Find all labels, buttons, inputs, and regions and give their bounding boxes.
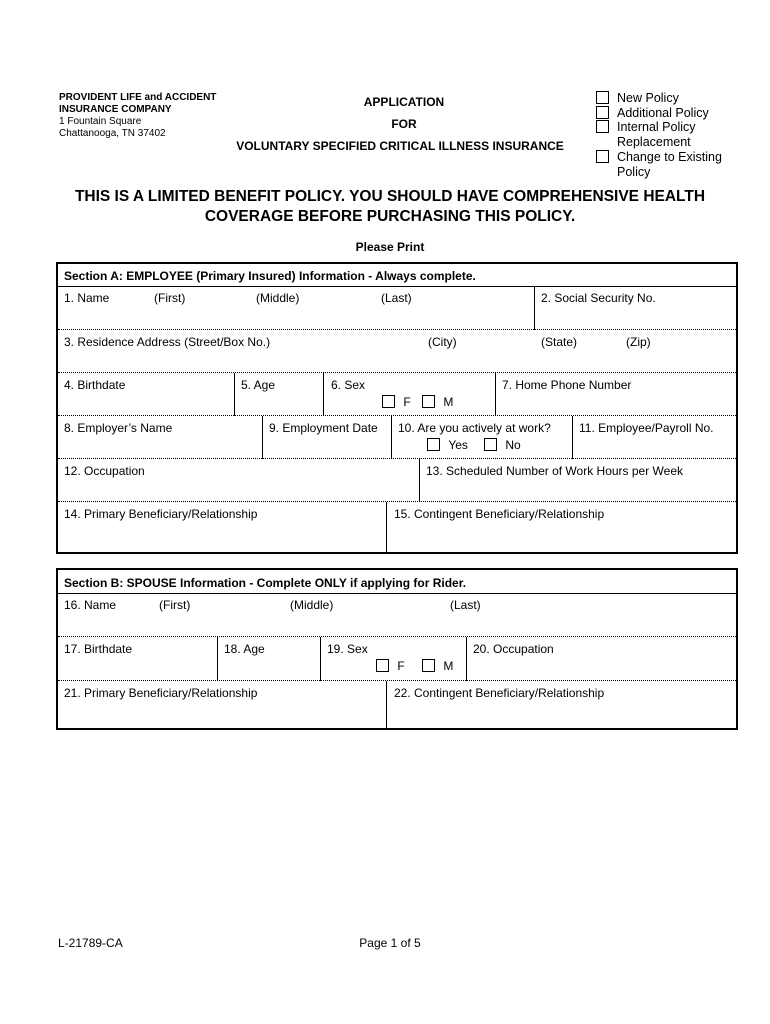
row-employer[interactable] xyxy=(58,415,736,459)
spouse-last-name-label: (Last) xyxy=(450,598,481,612)
company-info xyxy=(59,92,216,140)
divider xyxy=(217,637,218,681)
change-existing-label-1: Change to Existing xyxy=(617,149,722,164)
spouse-age-label: 18. Age xyxy=(224,642,265,656)
row-occupation[interactable] xyxy=(58,458,736,502)
option-additional-policy xyxy=(596,106,722,121)
row-spouse-name[interactable] xyxy=(58,593,736,637)
contingent-beneficiary-label: 15. Contingent Beneficiary/Relationship xyxy=(394,507,605,521)
primary-beneficiary-label: 14. Primary Beneficiary/Relationship xyxy=(64,507,258,521)
additional-policy-label: Additional Policy xyxy=(617,105,709,120)
row-name[interactable] xyxy=(58,286,736,330)
row-beneficiaries[interactable] xyxy=(58,501,736,553)
company-name-line2: INSURANCE COMPANY xyxy=(59,104,172,115)
spouse-birthdate-label: 17. Birthdate xyxy=(64,642,133,656)
divider xyxy=(234,373,235,416)
name-label: 1. Name xyxy=(64,291,110,305)
form-number: L-21789-CA xyxy=(58,936,123,950)
option-new-policy xyxy=(596,91,722,106)
new-policy-checkbox[interactable] xyxy=(596,91,609,104)
divider xyxy=(386,681,387,729)
spouse-primary-beneficiary-label: 21. Primary Beneficiary/Relationship xyxy=(64,686,258,700)
spouse-sex-male-label: M xyxy=(443,659,454,673)
additional-policy-checkbox[interactable] xyxy=(596,106,609,119)
row-address[interactable] xyxy=(58,329,736,373)
section-a-frame xyxy=(56,262,738,554)
row-birthdate[interactable] xyxy=(58,372,736,416)
policy-type-options xyxy=(596,91,722,179)
at-work-yes-option xyxy=(427,438,468,452)
middle-name-label: (Middle) xyxy=(256,291,300,305)
address-label: 3. Residence Address (Street/Box No.) xyxy=(64,335,271,349)
change-existing-checkbox[interactable] xyxy=(596,150,609,163)
spouse-sex-male-option xyxy=(422,659,453,673)
first-name-label: (First) xyxy=(154,291,186,305)
company-address-line1: 1 Fountain Square xyxy=(59,116,142,127)
state-label: (State) xyxy=(541,335,578,349)
spouse-contingent-beneficiary-label: 22. Contingent Beneficiary/Relationship xyxy=(394,686,605,700)
home-phone-label: 7. Home Phone Number xyxy=(502,378,632,392)
divider xyxy=(495,373,496,416)
sex-male-option xyxy=(422,395,453,409)
limited-benefit-warning xyxy=(60,187,720,226)
sex-male-label: M xyxy=(443,395,454,409)
spouse-occupation-label: 20. Occupation xyxy=(473,642,554,656)
section-b-title: Section B: SPOUSE Information - Complete ONLY if applying for Rider. xyxy=(64,576,467,590)
option-change-existing xyxy=(596,150,722,165)
age-label: 5. Age xyxy=(241,378,276,392)
new-policy-label: New Policy xyxy=(617,91,679,105)
warning-line-1: THIS IS A LIMITED BENEFIT POLICY. YOU SHOULD HAVE COMPREHENSIVE HEALTH xyxy=(74,188,706,205)
birthdate-label: 4. Birthdate xyxy=(64,378,126,392)
divider xyxy=(262,416,263,459)
option-internal-replacement xyxy=(596,120,722,135)
at-work-no-option xyxy=(484,438,521,452)
option-change-existing-cont xyxy=(596,165,722,180)
internal-replacement-label-2: Replacement xyxy=(617,135,691,150)
company-name-line1: PROVIDENT LIFE and ACCIDENT xyxy=(59,92,217,103)
ssn-label: 2. Social Security No. xyxy=(541,291,656,305)
occupation-label: 12. Occupation xyxy=(64,464,145,478)
employment-date-label: 9. Employment Date xyxy=(269,421,378,435)
at-work-no-label: No xyxy=(505,438,521,452)
page-number: Page 1 of 5 xyxy=(359,936,421,950)
sex-female-label: F xyxy=(403,395,411,409)
divider xyxy=(386,502,387,553)
divider xyxy=(419,459,420,502)
spouse-middle-name-label: (Middle) xyxy=(290,598,334,612)
sex-female-checkbox[interactable] xyxy=(382,395,395,408)
payroll-no-label: 11. Employee/Payroll No. xyxy=(579,421,714,435)
spouse-name-label: 16. Name xyxy=(64,598,117,612)
divider xyxy=(323,373,324,416)
at-work-yes-label: Yes xyxy=(448,438,468,452)
divider xyxy=(572,416,573,459)
divider xyxy=(391,416,392,459)
company-address-line2: Chattanooga, TN 37402 xyxy=(59,128,166,139)
application-for: FOR xyxy=(391,117,417,131)
spouse-sex-female-option xyxy=(376,659,405,673)
sex-label: 6. Sex xyxy=(331,378,366,392)
section-b-frame xyxy=(56,568,738,730)
application-subtitle: VOLUNTARY SPECIFIED CRITICAL ILLNESS INSURANCE xyxy=(236,139,564,153)
spouse-sex-female-checkbox[interactable] xyxy=(376,659,389,672)
at-work-yes-checkbox[interactable] xyxy=(427,438,440,451)
internal-replacement-label-1: Internal Policy xyxy=(617,120,696,135)
at-work-no-checkbox[interactable] xyxy=(484,438,497,451)
divider xyxy=(320,637,321,681)
option-internal-replacement-cont xyxy=(596,135,722,150)
row-spouse-birthdate[interactable] xyxy=(58,636,736,681)
section-a-title: Section A: EMPLOYEE (Primary Insured) Information - Always complete. xyxy=(64,269,476,283)
sex-female-option xyxy=(382,395,411,409)
internal-replacement-checkbox[interactable] xyxy=(596,120,609,133)
spouse-sex-label: 19. Sex xyxy=(327,642,368,656)
employer-label: 8. Employer’s Name xyxy=(64,421,173,435)
please-print: Please Print xyxy=(355,240,425,254)
application-title: APPLICATION xyxy=(363,95,445,109)
zip-label: (Zip) xyxy=(626,335,651,349)
divider xyxy=(534,287,535,330)
work-hours-label: 13. Scheduled Number of Work Hours per Week xyxy=(426,464,684,478)
city-label: (City) xyxy=(428,335,457,349)
last-name-label: (Last) xyxy=(381,291,412,305)
spouse-sex-male-checkbox[interactable] xyxy=(422,659,435,672)
sex-male-checkbox[interactable] xyxy=(422,395,435,408)
actively-at-work-label: 10. Are you actively at work? xyxy=(398,421,551,435)
spouse-sex-female-label: F xyxy=(397,659,405,673)
divider xyxy=(466,637,467,681)
spouse-first-name-label: (First) xyxy=(159,598,191,612)
change-existing-label-2: Policy xyxy=(617,164,651,179)
warning-line-2: COVERAGE BEFORE PURCHASING THIS POLICY. xyxy=(204,207,576,225)
row-spouse-beneficiaries[interactable] xyxy=(58,680,736,729)
